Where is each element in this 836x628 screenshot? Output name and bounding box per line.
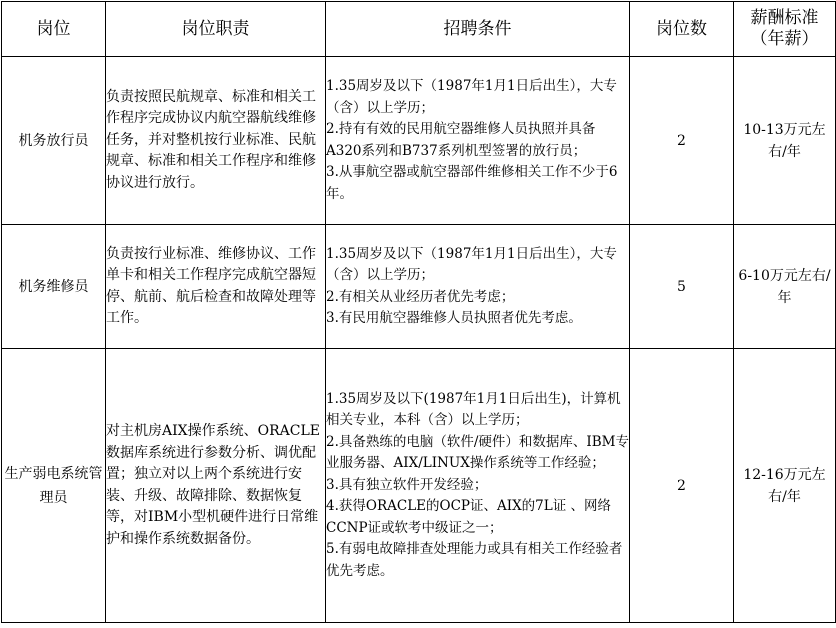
position-count: 2 xyxy=(630,57,734,225)
duties-cell xyxy=(106,225,326,349)
duties-text: 对主机房AIX操作系统、ORACLE数据库系统进行参数分析、调优配置；独立对以上两个系统进行安装、升级、故障排除、数据恢复等，对IBM小型机硬件进行日常维护和操作系统数据备份。 xyxy=(106,423,320,547)
requirements-cell xyxy=(326,349,630,623)
position-count: 5 xyxy=(630,225,734,349)
requirement-item: 2.具备熟练的电脑（软件/硬件）和数据库、IBM专业服务器、AIX/LINUX操作系统等工作经验； xyxy=(326,433,630,472)
requirement-item: 3.从事航空器或航空器部件维修相关工作不少于6年。 xyxy=(326,164,618,202)
table-row xyxy=(2,349,836,623)
position-title: 机务放行员 xyxy=(18,132,89,149)
header-position: 岗位 xyxy=(2,2,106,57)
salary-text: 10-13万元左右/年 xyxy=(743,121,826,160)
requirements-cell xyxy=(326,57,630,225)
position-title-cell xyxy=(2,57,106,225)
position-title: 机务维修员 xyxy=(18,278,89,295)
duties-cell xyxy=(106,57,326,225)
requirements-cell xyxy=(326,225,630,349)
table-row xyxy=(2,225,836,349)
position-title-cell xyxy=(2,349,106,623)
duties-cell xyxy=(106,349,326,623)
salary-text: 6-10万元左右/年 xyxy=(738,267,831,306)
salary-cell xyxy=(734,225,836,349)
header-salary: 薪酬标准（年薪） xyxy=(734,2,836,57)
requirement-item: 3.有民用航空器维修人员执照者优先考虑。 xyxy=(326,310,582,326)
salary-cell xyxy=(734,57,836,225)
header-row xyxy=(2,2,836,57)
requirement-item: 4.获得ORACLE的OCP证、AIX的7L证 、网络CCNP证或软考中级证之一； xyxy=(326,498,612,536)
header-requirements: 招聘条件 xyxy=(326,2,630,57)
duties-text: 负责按行业标准、维修协议、工作单卡和相关工作程序完成航空器短停、航前、航后检查和故障处理等工作。 xyxy=(106,245,316,326)
header-count: 岗位数 xyxy=(630,2,734,57)
position-title-cell xyxy=(2,225,106,349)
requirement-item: 5.有弱电故障排查处理能力或具有相关工作经验者优先考虑。 xyxy=(326,541,623,579)
position-title: 生产弱电系统管理员 xyxy=(4,465,103,506)
position-count: 2 xyxy=(630,349,734,623)
requirement-item: 1.35周岁及以下（1987年1月1日后出生），大专（含）以上学历； xyxy=(326,78,617,116)
header-duties: 岗位职责 xyxy=(106,2,326,57)
requirement-item: 1.35周岁及以下(1987年1月1日后出生)，计算机相关专业，本科（含）以上学历； xyxy=(326,390,621,429)
recruitment-table xyxy=(1,1,836,623)
duties-text: 负责按照民航规章、标准和相关工作程序完成协议内航空器航线维修任务，并对整机按行业标准、民航规章、标准和相关工作程序和维修协议进行放行。 xyxy=(106,88,316,191)
table-row xyxy=(2,57,836,225)
requirement-item: 2.持有有效的民用航空器维修人员执照并具备A320系列和B737系列机型签署的放行员； xyxy=(326,121,596,159)
salary-text: 12-16万元左右/年 xyxy=(743,466,826,505)
requirement-item: 2.有相关从业经历者优先考虑； xyxy=(326,288,515,305)
requirement-item: 3.具有独立软件开发经验； xyxy=(326,476,488,493)
requirement-item: 1.35周岁及以下（1987年1月1日后出生），大专（含）以上学历； xyxy=(326,245,617,283)
salary-cell xyxy=(734,349,836,623)
